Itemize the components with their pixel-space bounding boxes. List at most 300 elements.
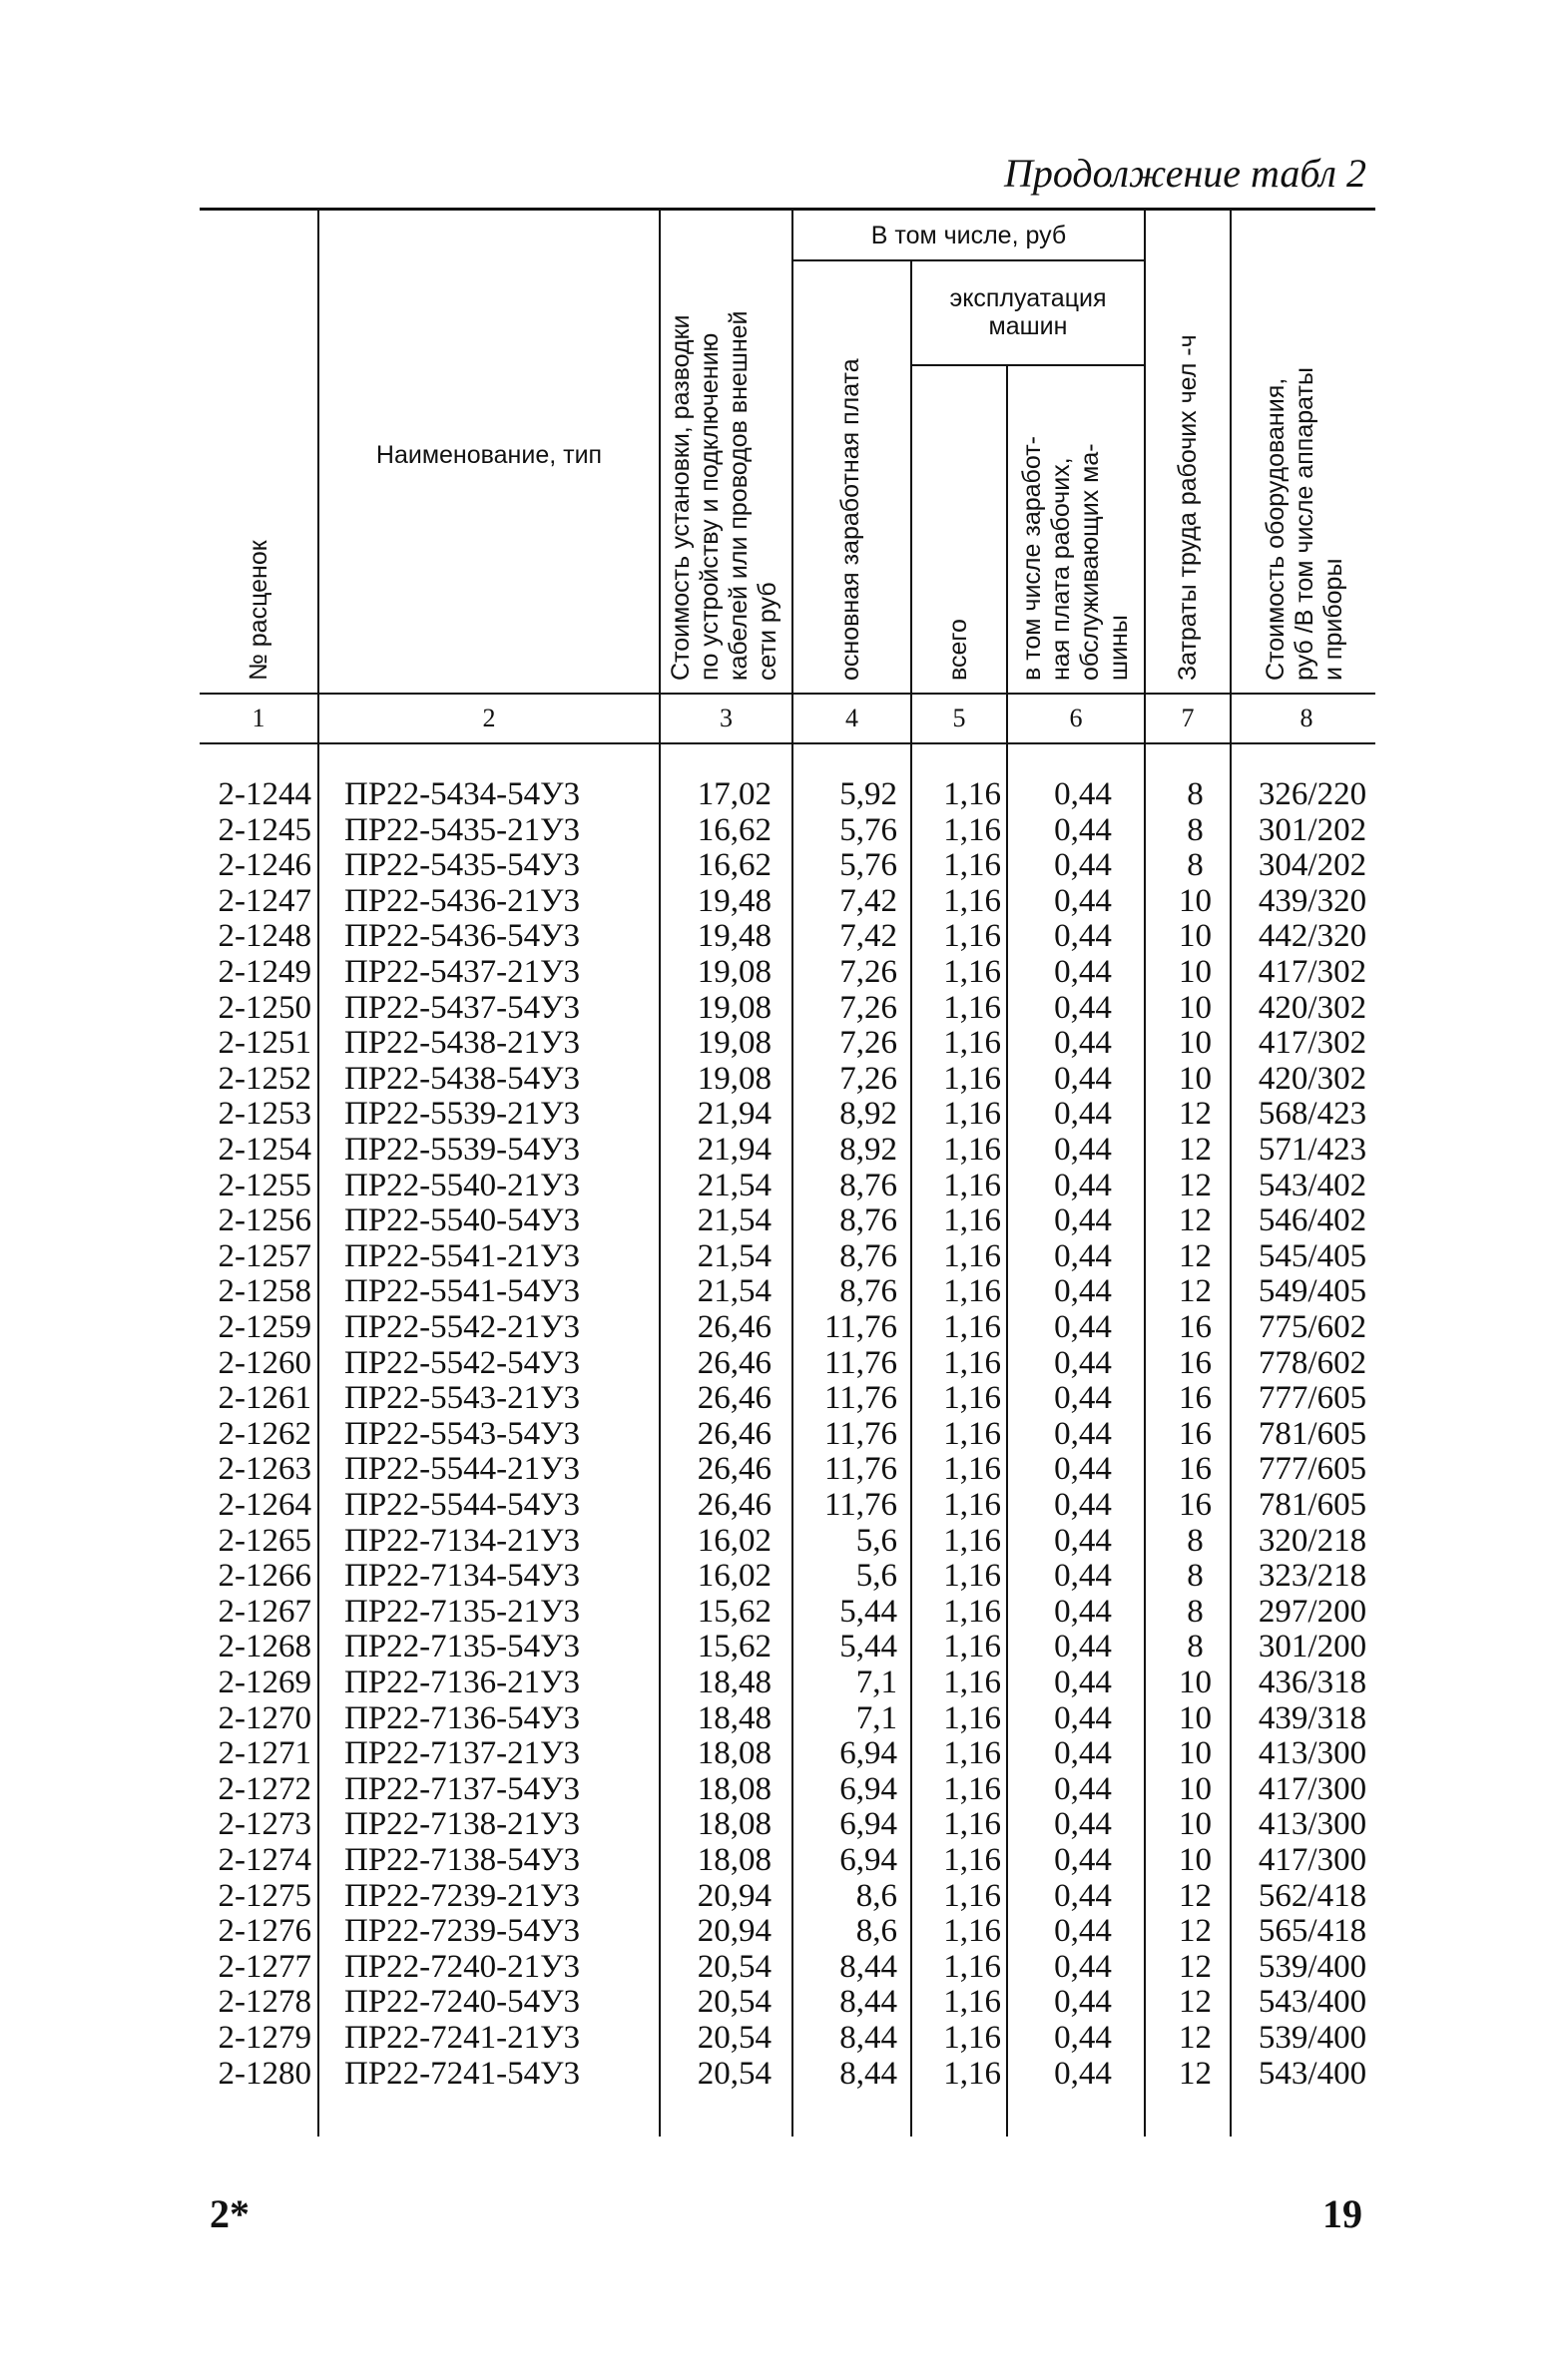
- table-row: [0, 812, 1556, 848]
- cell-labor-cost: 10: [1179, 882, 1212, 919]
- cell-exploitation-total: 1,16: [943, 1415, 1001, 1452]
- cell-equipment-cost: 781/605: [1258, 1415, 1367, 1452]
- cell-exploitation-total: 1,16: [943, 2055, 1001, 2092]
- cell-machine-wage: 0,44: [1054, 1487, 1112, 1523]
- cell-installation-cost: 18,48: [697, 1699, 772, 1736]
- table-row: [0, 1735, 1556, 1771]
- table-row: [0, 1309, 1556, 1345]
- cell-base-wage: 8,6: [855, 1877, 897, 1914]
- cell-exploitation-total: 1,16: [943, 1487, 1001, 1523]
- cell-machine-wage: 0,44: [1054, 1202, 1112, 1239]
- cell-base-wage: 5,76: [839, 847, 897, 884]
- cell-base-wage: 8,92: [839, 1096, 897, 1133]
- cell-labor-cost: 12: [1179, 1913, 1212, 1950]
- cell-labor-cost: 16: [1179, 1380, 1212, 1417]
- column-number: 5: [952, 704, 966, 732]
- cell-machine-wage: 0,44: [1054, 882, 1112, 919]
- cell-installation-cost: 26,46: [697, 1344, 772, 1381]
- cell-exploitation-total: 1,16: [943, 1344, 1001, 1381]
- table-row: [0, 1700, 1556, 1736]
- cell-equipment-cost: 417/300: [1258, 1770, 1367, 1807]
- cell-base-wage: 7,1: [855, 1699, 897, 1736]
- group-header-rule: [791, 259, 1144, 261]
- cell-equipment-cost: 546/402: [1258, 1202, 1367, 1239]
- cell-base-wage: 5,6: [855, 1558, 897, 1595]
- column-number: 2: [482, 704, 496, 732]
- exploitation-header-rule: [910, 364, 1144, 366]
- cell-machine-wage: 0,44: [1054, 1593, 1112, 1630]
- cell-labor-cost: 8: [1187, 847, 1204, 884]
- cell-equipment-cost: 539/400: [1258, 2020, 1367, 2056]
- cell-exploitation-total: 1,16: [943, 1380, 1001, 1417]
- cell-name-type: ПР22-5539-54У3: [344, 1132, 581, 1168]
- cell-installation-cost: 18,48: [697, 1665, 772, 1700]
- cell-base-wage: 8,6: [855, 1913, 897, 1950]
- cell-equipment-cost: 420/302: [1258, 989, 1367, 1026]
- table-row: [0, 1842, 1556, 1878]
- cell-name-type: ПР22-5542-21У3: [344, 1309, 581, 1345]
- cell-machine-wage: 0,44: [1054, 1735, 1112, 1772]
- cell-labor-cost: 8: [1187, 1593, 1204, 1630]
- cell-installation-cost: 20,54: [697, 2020, 772, 2056]
- cell-rate-number: 2-1255: [218, 1167, 311, 1203]
- cell-installation-cost: 21,94: [697, 1096, 772, 1133]
- cell-name-type: ПР22-5438-21У3: [344, 1025, 581, 1062]
- table-top-rule: [200, 208, 1375, 211]
- cell-labor-cost: 16: [1179, 1487, 1212, 1523]
- cell-installation-cost: 26,46: [697, 1380, 772, 1417]
- table-row: [0, 1451, 1556, 1487]
- cell-installation-cost: 18,08: [697, 1770, 772, 1807]
- cell-machine-wage: 0,44: [1054, 1060, 1112, 1097]
- cell-labor-cost: 10: [1179, 1770, 1212, 1807]
- cell-name-type: ПР22-7239-54У3: [344, 1913, 581, 1950]
- cell-installation-cost: 21,54: [697, 1273, 772, 1310]
- table-row: [0, 1878, 1556, 1914]
- cell-labor-cost: 16: [1179, 1309, 1212, 1345]
- header-base-wage: основная заработная плата: [836, 358, 864, 681]
- cell-base-wage: 8,44: [839, 1984, 897, 2021]
- table-row: [0, 918, 1556, 954]
- cell-labor-cost: 16: [1179, 1451, 1212, 1488]
- cell-installation-cost: 20,54: [697, 1948, 772, 1985]
- cell-exploitation-total: 1,16: [943, 1984, 1001, 2021]
- table-row: [0, 1771, 1556, 1807]
- cell-exploitation-total: 1,16: [943, 847, 1001, 884]
- cell-base-wage: 7,42: [839, 882, 897, 919]
- cell-rate-number: 2-1263: [218, 1451, 311, 1488]
- cell-machine-wage: 0,44: [1054, 1699, 1112, 1736]
- cell-exploitation-total: 1,16: [943, 1948, 1001, 1985]
- cell-equipment-cost: 539/400: [1258, 1948, 1367, 1985]
- cell-rate-number: 2-1264: [218, 1487, 311, 1523]
- cell-rate-number: 2-1253: [218, 1096, 311, 1133]
- cell-base-wage: 6,94: [839, 1806, 897, 1843]
- cell-rate-number: 2-1269: [218, 1665, 311, 1700]
- cell-exploitation-total: 1,16: [943, 1842, 1001, 1878]
- cell-exploitation-total: 1,16: [943, 1913, 1001, 1950]
- cell-base-wage: 8,76: [839, 1202, 897, 1239]
- cell-equipment-cost: 297/200: [1258, 1593, 1367, 1630]
- cell-machine-wage: 0,44: [1054, 847, 1112, 884]
- cell-base-wage: 5,44: [839, 1593, 897, 1630]
- column-number: 7: [1181, 704, 1195, 732]
- table-row: [0, 1168, 1556, 1203]
- cell-base-wage: 11,76: [823, 1415, 897, 1452]
- cell-base-wage: 5,92: [839, 776, 897, 812]
- cell-installation-cost: 20,94: [697, 1913, 772, 1950]
- cell-installation-cost: 26,46: [697, 1487, 772, 1523]
- cell-machine-wage: 0,44: [1054, 1877, 1112, 1914]
- cell-installation-cost: 18,08: [697, 1735, 772, 1772]
- cell-equipment-cost: 323/218: [1258, 1558, 1367, 1595]
- table-row: [0, 776, 1556, 812]
- cell-machine-wage: 0,44: [1054, 1770, 1112, 1807]
- cell-base-wage: 8,92: [839, 1132, 897, 1168]
- cell-name-type: ПР22-5541-21У3: [344, 1237, 581, 1274]
- cell-name-type: ПР22-5540-21У3: [344, 1167, 581, 1203]
- cell-base-wage: 8,76: [839, 1237, 897, 1274]
- cell-name-type: ПР22-5543-54У3: [344, 1415, 581, 1452]
- cell-equipment-cost: 778/602: [1258, 1344, 1367, 1381]
- cell-machine-wage: 0,44: [1054, 1344, 1112, 1381]
- table-row: [0, 1096, 1556, 1132]
- cell-installation-cost: 19,08: [697, 1060, 772, 1097]
- cell-name-type: ПР22-7240-21У3: [344, 1948, 581, 1985]
- table-row: [0, 954, 1556, 990]
- cell-installation-cost: 15,62: [697, 1593, 772, 1630]
- cell-labor-cost: 12: [1179, 1132, 1212, 1168]
- cell-name-type: ПР22-5540-54У3: [344, 1202, 581, 1239]
- cell-base-wage: 11,76: [823, 1487, 897, 1523]
- cell-rate-number: 2-1279: [218, 2020, 311, 2056]
- cell-rate-number: 2-1259: [218, 1309, 311, 1345]
- table-row: [0, 1913, 1556, 1949]
- cell-base-wage: 11,76: [823, 1451, 897, 1488]
- cell-rate-number: 2-1258: [218, 1273, 311, 1310]
- cell-machine-wage: 0,44: [1054, 811, 1112, 848]
- cell-labor-cost: 12: [1179, 1948, 1212, 1985]
- cell-name-type: ПР22-5435-21У3: [344, 811, 581, 848]
- table-row: [0, 1629, 1556, 1665]
- cell-installation-cost: 26,46: [697, 1451, 772, 1488]
- cell-equipment-cost: 543/402: [1258, 1167, 1367, 1203]
- table-row: [0, 990, 1556, 1026]
- cell-name-type: ПР22-7137-21У3: [344, 1735, 581, 1772]
- cell-exploitation-total: 1,16: [943, 776, 1001, 812]
- cell-labor-cost: 12: [1179, 1202, 1212, 1239]
- cell-exploitation-total: 1,16: [943, 989, 1001, 1026]
- cell-labor-cost: 10: [1179, 1060, 1212, 1097]
- cell-machine-wage: 0,44: [1054, 1167, 1112, 1203]
- cell-labor-cost: 8: [1187, 1522, 1204, 1559]
- cell-equipment-cost: 320/218: [1258, 1522, 1367, 1559]
- cell-name-type: ПР22-5543-21У3: [344, 1380, 581, 1417]
- cell-name-type: ПР22-7136-21У3: [344, 1665, 581, 1700]
- cell-labor-cost: 16: [1179, 1415, 1212, 1452]
- cell-name-type: ПР22-5438-54У3: [344, 1060, 581, 1097]
- cell-exploitation-total: 1,16: [943, 1237, 1001, 1274]
- cell-labor-cost: 12: [1179, 1984, 1212, 2021]
- cell-name-type: ПР22-5434-54У3: [344, 776, 581, 812]
- cell-rate-number: 2-1250: [218, 989, 311, 1026]
- cell-labor-cost: 16: [1179, 1344, 1212, 1381]
- cell-rate-number: 2-1276: [218, 1913, 311, 1950]
- cell-equipment-cost: 571/423: [1258, 1132, 1367, 1168]
- cell-equipment-cost: 417/302: [1258, 1025, 1367, 1062]
- table-row: [0, 1238, 1556, 1274]
- table-row: [0, 2020, 1556, 2056]
- cell-base-wage: 8,44: [839, 2020, 897, 2056]
- cell-rate-number: 2-1248: [218, 918, 311, 955]
- cell-equipment-cost: 436/318: [1258, 1665, 1367, 1700]
- cell-installation-cost: 20,54: [697, 2055, 772, 2092]
- cell-installation-cost: 20,54: [697, 1984, 772, 2021]
- cell-machine-wage: 0,44: [1054, 918, 1112, 955]
- cell-machine-wage: 0,44: [1054, 1629, 1112, 1666]
- cell-equipment-cost: 301/202: [1258, 811, 1367, 848]
- cell-equipment-cost: 565/418: [1258, 1913, 1367, 1950]
- cell-name-type: ПР22-7138-54У3: [344, 1842, 581, 1878]
- cell-exploitation-total: 1,16: [943, 1665, 1001, 1700]
- cell-labor-cost: 8: [1187, 776, 1204, 812]
- cell-machine-wage: 0,44: [1054, 1806, 1112, 1843]
- column-number: 1: [252, 704, 265, 732]
- cell-exploitation-total: 1,16: [943, 1558, 1001, 1595]
- cell-machine-wage: 0,44: [1054, 1984, 1112, 2021]
- cell-installation-cost: 16,02: [697, 1522, 772, 1559]
- cell-installation-cost: 16,62: [697, 811, 772, 848]
- cell-labor-cost: 10: [1179, 1699, 1212, 1736]
- cell-rate-number: 2-1275: [218, 1877, 311, 1914]
- cell-labor-cost: 10: [1179, 1665, 1212, 1700]
- cell-name-type: ПР22-7134-21У3: [344, 1522, 581, 1559]
- cell-name-type: ПР22-7135-54У3: [344, 1629, 581, 1666]
- header-labor-cost: Затраты труда рабочих чел -ч: [1174, 334, 1202, 681]
- cell-name-type: ПР22-5435-54У3: [344, 847, 581, 884]
- cell-base-wage: 8,76: [839, 1273, 897, 1310]
- cell-labor-cost: 12: [1179, 1167, 1212, 1203]
- cell-exploitation-total: 1,16: [943, 918, 1001, 955]
- cell-base-wage: 7,26: [839, 1025, 897, 1062]
- cell-base-wage: 11,76: [823, 1309, 897, 1345]
- cell-machine-wage: 0,44: [1054, 1132, 1112, 1168]
- cell-exploitation-total: 1,16: [943, 1132, 1001, 1168]
- cell-base-wage: 6,94: [839, 1770, 897, 1807]
- cell-exploitation-total: 1,16: [943, 1699, 1001, 1736]
- cell-rate-number: 2-1246: [218, 847, 311, 884]
- table-row: [0, 1487, 1556, 1523]
- cell-equipment-cost: 442/320: [1258, 918, 1367, 955]
- cell-installation-cost: 15,62: [697, 1629, 772, 1666]
- cell-exploitation-total: 1,16: [943, 1451, 1001, 1488]
- cell-installation-cost: 21,94: [697, 1132, 772, 1168]
- cell-exploitation-total: 1,16: [943, 1096, 1001, 1133]
- cell-machine-wage: 0,44: [1054, 2020, 1112, 2056]
- cell-name-type: ПР22-7134-54У3: [344, 1558, 581, 1595]
- cell-labor-cost: 10: [1179, 1842, 1212, 1878]
- cell-machine-wage: 0,44: [1054, 1380, 1112, 1417]
- cell-installation-cost: 19,08: [697, 1025, 772, 1062]
- cell-equipment-cost: 545/405: [1258, 1237, 1367, 1274]
- column-number: 4: [845, 704, 858, 732]
- table-row: [0, 1345, 1556, 1381]
- cell-equipment-cost: 543/400: [1258, 2055, 1367, 2092]
- cell-equipment-cost: 326/220: [1258, 776, 1367, 812]
- cell-labor-cost: 12: [1179, 1096, 1212, 1133]
- table-row: [0, 1594, 1556, 1630]
- cell-name-type: ПР22-5436-21У3: [344, 882, 581, 919]
- cell-rate-number: 2-1266: [218, 1558, 311, 1595]
- cell-installation-cost: 19,08: [697, 989, 772, 1026]
- cell-base-wage: 7,42: [839, 918, 897, 955]
- page-number: 19: [1322, 2191, 1362, 2236]
- cell-rate-number: 2-1272: [218, 1770, 311, 1807]
- signature-mark: 2*: [210, 2191, 250, 2236]
- cell-installation-cost: 16,62: [697, 847, 772, 884]
- cell-base-wage: 11,76: [823, 1344, 897, 1381]
- table-row: [0, 1132, 1556, 1168]
- cell-labor-cost: 12: [1179, 2055, 1212, 2092]
- cell-labor-cost: 12: [1179, 1877, 1212, 1914]
- cell-rate-number: 2-1268: [218, 1629, 311, 1666]
- cell-exploitation-total: 1,16: [943, 1309, 1001, 1345]
- header-rate-number: № расценок: [245, 540, 272, 681]
- cell-equipment-cost: 439/318: [1258, 1699, 1367, 1736]
- cell-equipment-cost: 420/302: [1258, 1060, 1367, 1097]
- cell-exploitation-total: 1,16: [943, 1202, 1001, 1239]
- cell-name-type: ПР22-5542-54У3: [344, 1344, 581, 1381]
- cell-labor-cost: 8: [1187, 1558, 1204, 1595]
- cell-equipment-cost: 781/605: [1258, 1487, 1367, 1523]
- cell-rate-number: 2-1265: [218, 1522, 311, 1559]
- table-row: [0, 1558, 1556, 1594]
- cell-name-type: ПР22-7135-21У3: [344, 1593, 581, 1630]
- cell-rate-number: 2-1244: [218, 776, 311, 812]
- cell-labor-cost: 8: [1187, 811, 1204, 848]
- cell-exploitation-total: 1,16: [943, 1629, 1001, 1666]
- table-row: [0, 847, 1556, 883]
- cell-equipment-cost: 549/405: [1258, 1273, 1367, 1310]
- cell-base-wage: 5,6: [855, 1522, 897, 1559]
- cell-exploitation-total: 1,16: [943, 1593, 1001, 1630]
- cell-base-wage: 7,26: [839, 1060, 897, 1097]
- cell-base-wage: 6,94: [839, 1735, 897, 1772]
- cell-installation-cost: 19,08: [697, 954, 772, 990]
- cell-name-type: ПР22-5544-21У3: [344, 1451, 581, 1488]
- cell-machine-wage: 0,44: [1054, 1415, 1112, 1452]
- cell-labor-cost: 12: [1179, 1237, 1212, 1274]
- cell-rate-number: 2-1247: [218, 882, 311, 919]
- cell-exploitation-total: 1,16: [943, 1806, 1001, 1843]
- table-row: [0, 1984, 1556, 2020]
- cell-equipment-cost: 775/602: [1258, 1309, 1367, 1345]
- cell-equipment-cost: 439/320: [1258, 882, 1367, 919]
- cell-name-type: ПР22-7239-21У3: [344, 1877, 581, 1914]
- cell-machine-wage: 0,44: [1054, 989, 1112, 1026]
- cell-installation-cost: 21,54: [697, 1167, 772, 1203]
- cell-machine-wage: 0,44: [1054, 954, 1112, 990]
- cell-equipment-cost: 562/418: [1258, 1877, 1367, 1914]
- cell-equipment-cost: 777/605: [1258, 1451, 1367, 1488]
- cell-machine-wage: 0,44: [1054, 1309, 1112, 1345]
- cell-labor-cost: 8: [1187, 1629, 1204, 1666]
- cell-rate-number: 2-1278: [218, 1984, 311, 2021]
- table-row: [0, 1806, 1556, 1842]
- cell-exploitation-total: 1,16: [943, 2020, 1001, 2056]
- cell-labor-cost: 10: [1179, 1025, 1212, 1062]
- cell-machine-wage: 0,44: [1054, 1273, 1112, 1310]
- table-caption: Продолжение табл 2: [1003, 151, 1366, 196]
- cell-base-wage: 8,44: [839, 1948, 897, 1985]
- cell-rate-number: 2-1262: [218, 1415, 311, 1452]
- cell-exploitation-total: 1,16: [943, 882, 1001, 919]
- cell-installation-cost: 20,94: [697, 1877, 772, 1914]
- cell-rate-number: 2-1274: [218, 1842, 311, 1878]
- cell-name-type: ПР22-7136-54У3: [344, 1699, 581, 1736]
- cell-exploitation-total: 1,16: [943, 1167, 1001, 1203]
- cell-base-wage: 7,1: [855, 1665, 897, 1700]
- column-number: 3: [720, 704, 733, 732]
- table-row: [0, 1273, 1556, 1309]
- cell-rate-number: 2-1280: [218, 2055, 311, 2092]
- cell-machine-wage: 0,44: [1054, 1522, 1112, 1559]
- cell-equipment-cost: 413/300: [1258, 1806, 1367, 1843]
- cell-installation-cost: 19,48: [697, 882, 772, 919]
- cell-installation-cost: 18,08: [697, 1842, 772, 1878]
- cell-installation-cost: 17,02: [697, 776, 772, 812]
- cell-name-type: ПР22-5436-54У3: [344, 918, 581, 955]
- table-row: [0, 1025, 1556, 1061]
- table-row: [0, 1949, 1556, 1985]
- cell-labor-cost: 10: [1179, 918, 1212, 955]
- header-bottom-rule: [200, 693, 1375, 695]
- cell-name-type: ПР22-7241-54У3: [344, 2055, 581, 2092]
- cell-exploitation-total: 1,16: [943, 1025, 1001, 1062]
- cell-exploitation-total: 1,16: [943, 1060, 1001, 1097]
- cell-rate-number: 2-1260: [218, 1344, 311, 1381]
- cell-rate-number: 2-1271: [218, 1735, 311, 1772]
- cell-exploitation-total: 1,16: [943, 1770, 1001, 1807]
- cell-machine-wage: 0,44: [1054, 1096, 1112, 1133]
- cell-machine-wage: 0,44: [1054, 2055, 1112, 2092]
- cell-base-wage: 8,44: [839, 2055, 897, 2092]
- cell-labor-cost: 12: [1179, 1273, 1212, 1310]
- cell-machine-wage: 0,44: [1054, 1451, 1112, 1488]
- cell-machine-wage: 0,44: [1054, 1948, 1112, 1985]
- cell-equipment-cost: 301/200: [1258, 1629, 1367, 1666]
- cell-labor-cost: 12: [1179, 2020, 1212, 2056]
- header-name-type: Наименование, тип: [375, 441, 603, 469]
- cell-base-wage: 5,44: [839, 1629, 897, 1666]
- cell-rate-number: 2-1256: [218, 1202, 311, 1239]
- cell-rate-number: 2-1257: [218, 1237, 311, 1274]
- cell-rate-number: 2-1273: [218, 1806, 311, 1843]
- cell-machine-wage: 0,44: [1054, 1025, 1112, 1062]
- cell-machine-wage: 0,44: [1054, 776, 1112, 812]
- cell-equipment-cost: 543/400: [1258, 1984, 1367, 2021]
- cell-exploitation-total: 1,16: [943, 1735, 1001, 1772]
- cell-rate-number: 2-1245: [218, 811, 311, 848]
- cell-name-type: ПР22-5437-21У3: [344, 954, 581, 990]
- cell-equipment-cost: 417/302: [1258, 954, 1367, 990]
- cell-exploitation-total: 1,16: [943, 811, 1001, 848]
- cell-rate-number: 2-1277: [218, 1948, 311, 1985]
- cell-installation-cost: 21,54: [697, 1237, 772, 1274]
- cell-base-wage: 8,76: [839, 1167, 897, 1203]
- column-number: 8: [1299, 704, 1313, 732]
- cell-rate-number: 2-1249: [218, 954, 311, 990]
